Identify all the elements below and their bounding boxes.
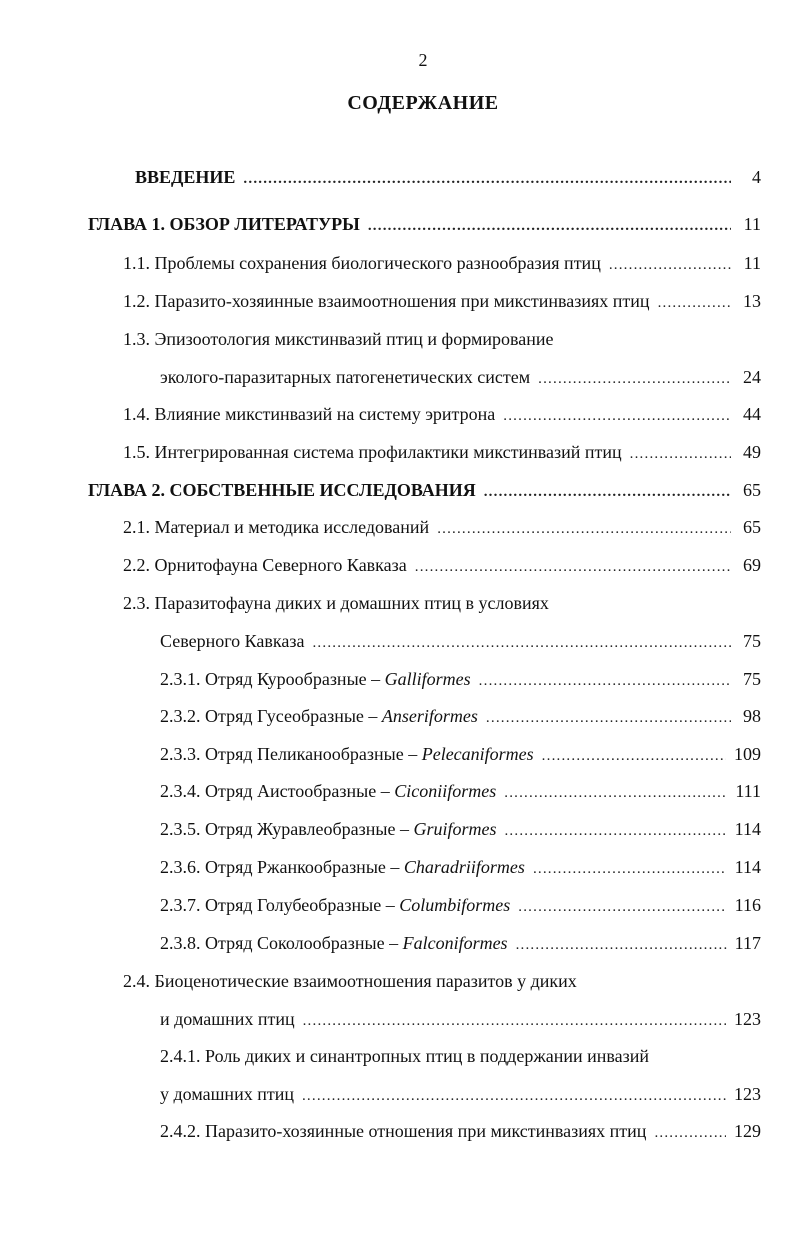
toc-page: 117 xyxy=(734,933,761,953)
toc-page: 11 xyxy=(743,253,761,273)
toc-entry-2-3-2[interactable] xyxy=(160,701,761,731)
toc-page: 69 xyxy=(743,555,761,575)
toc-page: 114 xyxy=(734,819,761,839)
toc-leader xyxy=(504,778,727,808)
toc-entry-1-3-line1[interactable]: 1.3. Эпизоотология микстинвазий птиц и формирование xyxy=(123,329,554,349)
toc-entry-intro[interactable] xyxy=(135,162,761,192)
toc-leader xyxy=(486,703,731,733)
toc-entry-1-4[interactable] xyxy=(123,399,761,429)
toc-title: 1.5. Интегрированная система профилактики микстинвазий птиц xyxy=(123,442,622,462)
toc-entry-chapter-2[interactable] xyxy=(88,475,761,505)
toc-leader xyxy=(518,892,726,922)
toc-leader xyxy=(368,211,731,241)
toc-title: 2.3.3. Отряд Пеликанообразные – Pelecaniformes xyxy=(160,744,534,764)
toc-entry-2-3-8[interactable] xyxy=(160,928,761,958)
toc-leader xyxy=(415,552,731,582)
toc-title: эколого-паразитарных патогенетических систем xyxy=(160,367,531,387)
toc-page: 111 xyxy=(735,781,761,801)
toc-title: 2.3.5. Отряд Журавлеобразные – Gruiformes xyxy=(160,819,497,839)
toc-title: 2.3.2. Отряд Гусеобразные – Anseriformes xyxy=(160,706,478,726)
toc-leader xyxy=(630,439,731,469)
toc-entry-chapter-1[interactable] xyxy=(88,209,761,239)
toc-title: Северного Кавказа xyxy=(160,631,305,651)
toc-entry-2-4[interactable] xyxy=(160,1004,761,1034)
toc-entry-2-3-4[interactable] xyxy=(160,776,761,806)
page-title: СОДЕРЖАНИЕ xyxy=(347,92,499,114)
toc-entry-2-2[interactable] xyxy=(123,550,761,580)
toc-leader xyxy=(504,816,726,846)
toc-page: 116 xyxy=(734,895,761,915)
toc-entry-2-3-5[interactable] xyxy=(160,814,761,844)
toc-title: 2.3.4. Отряд Аистообразные – Ciconiiformes xyxy=(160,781,497,801)
toc-page: 11 xyxy=(743,214,761,234)
latin-name: Ciconiiformes xyxy=(394,781,497,801)
toc-title: 2.3.8. Отряд Соколообразные – Falconiformes xyxy=(160,933,508,953)
toc-title: 2.3.1. Отряд Курообразные – Galliformes xyxy=(160,669,471,689)
toc-entry-2-4-line1[interactable]: 2.4. Биоценотические взаимоотношения паразитов у диких xyxy=(123,971,577,991)
toc-leader xyxy=(542,741,726,771)
toc-leader xyxy=(484,477,731,507)
toc-leader xyxy=(437,514,731,544)
toc-page: 123 xyxy=(734,1009,761,1029)
toc-page: 65 xyxy=(743,480,761,500)
toc-leader xyxy=(533,854,727,884)
toc-title: 2.3.7. Отряд Голубеобразные – Columbiformes xyxy=(160,895,511,915)
toc-page: 4 xyxy=(752,167,761,187)
toc-entry-2-3-line1[interactable]: 2.3. Паразитофауна диких и домашних птиц в условиях xyxy=(123,593,549,613)
latin-name: Pelecaniformes xyxy=(421,744,534,764)
toc-entry-2-3[interactable] xyxy=(160,626,761,656)
toc-title: и домашних птиц xyxy=(160,1009,295,1029)
latin-name: Columbiformes xyxy=(399,895,511,915)
toc-page: 75 xyxy=(743,631,761,651)
toc-entry-2-3-1[interactable] xyxy=(160,664,761,694)
latin-name: Charadriiformes xyxy=(403,857,525,877)
toc-page: 109 xyxy=(734,744,761,764)
toc-entry-2-3-6[interactable] xyxy=(160,852,761,882)
toc-title: ГЛАВА 2. СОБСТВЕННЫЕ ИССЛЕДОВАНИЯ xyxy=(88,480,476,500)
toc-leader xyxy=(302,1081,726,1111)
toc-leader xyxy=(658,288,731,318)
toc-leader xyxy=(609,250,731,280)
toc-entry-2-3-7[interactable] xyxy=(160,890,761,920)
toc-title: ВВЕДЕНИЕ xyxy=(135,167,236,187)
toc-page: 129 xyxy=(734,1121,761,1141)
toc-title: 2.3.6. Отряд Ржанкообразные – Charadriiformes xyxy=(160,857,525,877)
toc-leader xyxy=(312,628,731,658)
toc-page: 65 xyxy=(743,517,761,537)
toc-entry-2-4-1[interactable] xyxy=(160,1079,761,1109)
toc-leader xyxy=(303,1006,726,1036)
toc-entry-1-1[interactable] xyxy=(123,248,761,278)
latin-name: Gruiformes xyxy=(413,819,497,839)
toc-title: 1.4. Влияние микстинвазий на систему эритрона xyxy=(123,404,496,424)
page-number: 2 xyxy=(418,50,428,70)
toc-leader xyxy=(243,164,731,194)
toc-page: 44 xyxy=(743,404,761,424)
toc-leader xyxy=(654,1118,726,1148)
toc-entry-2-4-2[interactable] xyxy=(160,1116,761,1146)
latin-name: Galliformes xyxy=(384,669,471,689)
toc-leader xyxy=(538,364,731,394)
toc-page: 13 xyxy=(743,291,761,311)
toc-title: у домашних птиц xyxy=(160,1084,294,1104)
toc-leader xyxy=(479,666,731,696)
toc-entry-1-3[interactable] xyxy=(160,362,761,392)
toc-page: 98 xyxy=(743,706,761,726)
toc-entry-1-5[interactable] xyxy=(123,437,761,467)
toc-page: 123 xyxy=(734,1084,761,1104)
toc-page: 114 xyxy=(734,857,761,877)
toc-leader xyxy=(516,930,727,960)
toc-page: 49 xyxy=(743,442,761,462)
toc-title: 1.1. Проблемы сохранения биологического разнообразия птиц xyxy=(123,253,601,273)
latin-name: Falconiformes xyxy=(402,933,508,953)
toc-title: 2.4.2. Паразито-хозяинные отношения при микстинвазиях птиц xyxy=(160,1121,647,1141)
toc-entry-2-3-3[interactable] xyxy=(160,739,761,769)
toc-entry-2-4-1-line1[interactable]: 2.4.1. Роль диких и синантропных птиц в поддержании инвазий xyxy=(160,1046,650,1066)
toc-leader xyxy=(503,401,731,431)
toc-page: 24 xyxy=(743,367,761,387)
latin-name: Anseriformes xyxy=(381,706,478,726)
toc-title: 2.2. Орнитофауна Северного Кавказа xyxy=(123,555,407,575)
toc-title: 1.2. Паразито-хозяинные взаимоотношения при микстинвазиях птиц xyxy=(123,291,650,311)
toc-title: ГЛАВА 1. ОБЗОР ЛИТЕРАТУРЫ xyxy=(88,214,360,234)
toc-title: 2.1. Материал и методика исследований xyxy=(123,517,430,537)
toc-entry-2-1[interactable] xyxy=(123,512,761,542)
toc-page: 75 xyxy=(743,669,761,689)
toc-entry-1-2[interactable] xyxy=(123,286,761,316)
